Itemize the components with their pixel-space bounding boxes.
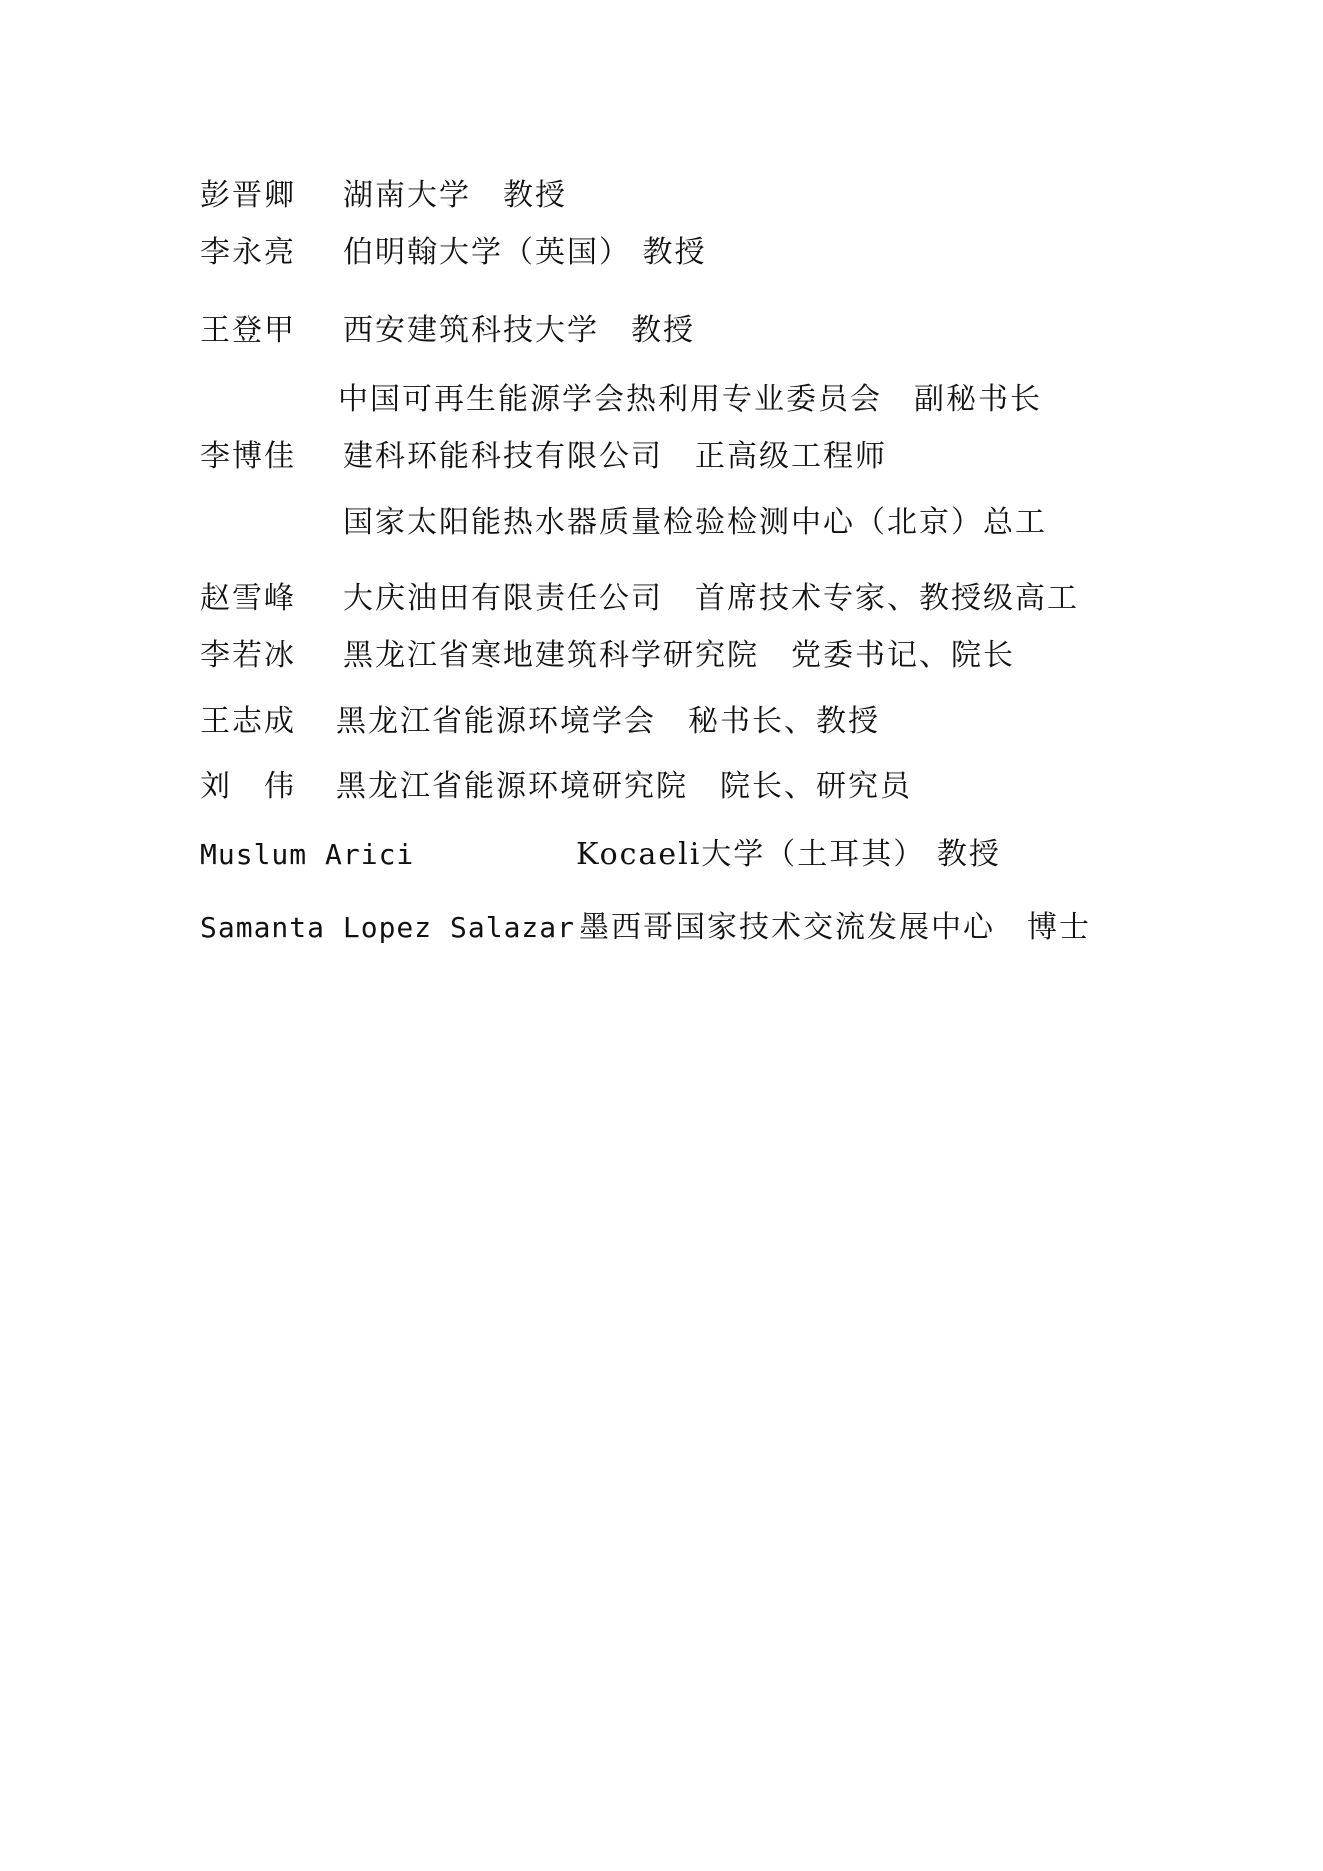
person-name: Samanta Lopez Salazar xyxy=(200,911,576,944)
person-name: Muslum Arici xyxy=(200,838,415,871)
person-name: 李永亮 xyxy=(200,235,296,270)
affiliation-line: 西安建筑科技大学 教授 xyxy=(343,313,695,348)
affiliation-line: 中国可再生能源学会热利用专业委员会 副秘书长 xyxy=(338,382,1042,417)
affiliation-line: 湖南大学 教授 xyxy=(343,178,567,213)
person-name: 彭晋卿 xyxy=(200,178,296,213)
affiliation-line: 伯明翰大学（英国） 教授 xyxy=(343,235,707,270)
person-name: 刘 伟 xyxy=(200,769,296,804)
person-name: 王登甲 xyxy=(200,313,296,348)
person-name: 李博佳 xyxy=(200,439,296,474)
affiliation-line: Kocaeli大学（土耳其） 教授 xyxy=(576,837,1001,872)
affiliation-line: 黑龙江省能源环境研究院 院长、研究员 xyxy=(336,769,912,804)
affiliation-line: 国家太阳能热水器质量检验检测中心（北京）总工 xyxy=(343,505,1047,540)
affiliation-line: 建科环能科技有限公司 正高级工程师 xyxy=(343,439,887,474)
affiliation-line: 黑龙江省能源环境学会 秘书长、教授 xyxy=(336,704,880,739)
affiliation-line: 黑龙江省寒地建筑科学研究院 党委书记、院长 xyxy=(343,638,1015,673)
person-name: 王志成 xyxy=(200,704,296,739)
person-name: 赵雪峰 xyxy=(200,581,296,616)
person-name: 李若冰 xyxy=(200,638,296,673)
affiliation-line: 大庆油田有限责任公司 首席技术专家、教授级高工 xyxy=(343,581,1079,616)
affiliation-line: 墨西哥国家技术交流发展中心 博士 xyxy=(579,910,1091,945)
